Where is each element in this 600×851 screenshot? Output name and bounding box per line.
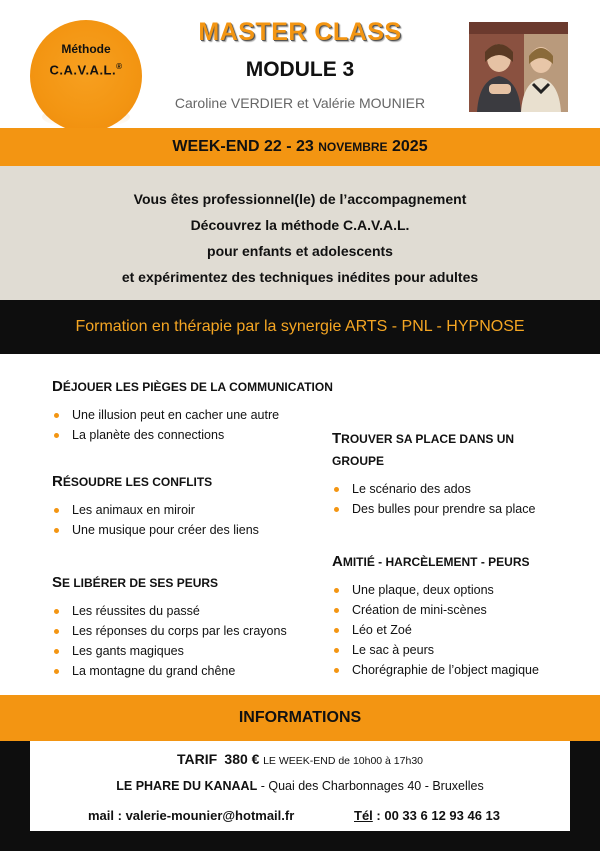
- section-peurs: [52, 572, 322, 681]
- intro-band: [0, 166, 600, 300]
- address-line: LE PHARE DU KANAAL - Quai des Charbonnages 40 - Bruxelles: [116, 779, 484, 793]
- section-title: RÉSOUDRE LES CONFLITS: [52, 473, 213, 490]
- list-item: Les animaux en miroir: [52, 500, 312, 520]
- list-item: Le sac à peurs: [332, 640, 582, 660]
- footer: [0, 741, 600, 851]
- list-item: Léo et Zoé: [332, 620, 582, 640]
- logo-caval: C.A.V.A.L.®: [49, 62, 123, 78]
- caval-logo: [30, 20, 142, 132]
- intro-line: Vous êtes professionnel(le) de l’accompagnement: [133, 191, 467, 207]
- date-band: WEEK-END 22 - 23 NOVEMBRE 2025: [0, 128, 600, 166]
- section-title: TROUVER SA PLACE DANS UN GROUPE: [332, 430, 515, 468]
- list-item: Une plaque, deux options: [332, 580, 582, 600]
- list-item: Le scénario des ados: [332, 479, 562, 499]
- list-item: Les réussites du passé: [52, 601, 322, 621]
- logo-methode: Méthode: [61, 42, 111, 56]
- intro-line: pour enfants et adolescents: [207, 243, 393, 259]
- intro-line: Découvrez la méthode C.A.V.A.L.: [190, 217, 410, 233]
- section-title: SE LIBÉRER DE SES PEURS: [52, 574, 219, 591]
- authors: Caroline VERDIER et Valérie MOUNIER: [174, 95, 426, 111]
- section-title: AMITIÉ - HARCÈLEMENT - PEURS: [332, 553, 530, 570]
- list-item: Chorégraphie de l’object magique: [332, 660, 582, 680]
- section-title: DÉJOUER LES PIÈGES DE LA COMMUNICATION: [52, 378, 333, 395]
- section-groupe: [332, 428, 562, 519]
- formation-band: Formation en thérapie par la synergie ARTS - PNL - HYPNOSE: [0, 300, 600, 354]
- list-item: Une musique pour créer des liens: [52, 520, 312, 540]
- email-link[interactable]: mail : valerie-mounier@hotmail.fr: [88, 808, 295, 823]
- list-item: Les réponses du corps par les crayons: [52, 621, 322, 641]
- section-conflits: [52, 471, 312, 540]
- list-item: La montagne du grand chêne: [52, 661, 322, 681]
- list-item: Création de mini-scènes: [332, 600, 582, 620]
- informations-heading: INFORMATIONS: [0, 695, 600, 741]
- module-title: MODULE 3: [245, 58, 355, 81]
- instructors-photo: [469, 22, 568, 112]
- intro-line: et expérimentez des techniques inédites pour adultes: [121, 269, 479, 285]
- info-box: [30, 741, 570, 831]
- list-item: Des bulles pour prendre sa place: [332, 499, 562, 519]
- tarif-line: TARIF 380 € LE WEEK-END de 10h00 à 17h30: [176, 751, 424, 767]
- list-item: Une illusion peut en cacher une autre: [52, 405, 392, 425]
- page-title: MASTER CLASS: [198, 18, 402, 46]
- list-item: La planète des connections: [52, 425, 392, 445]
- section-amitie: [332, 551, 582, 680]
- phone-link[interactable]: Tél : 00 33 6 12 93 46 13: [354, 808, 501, 823]
- list-item: Les gants magiques: [52, 641, 322, 661]
